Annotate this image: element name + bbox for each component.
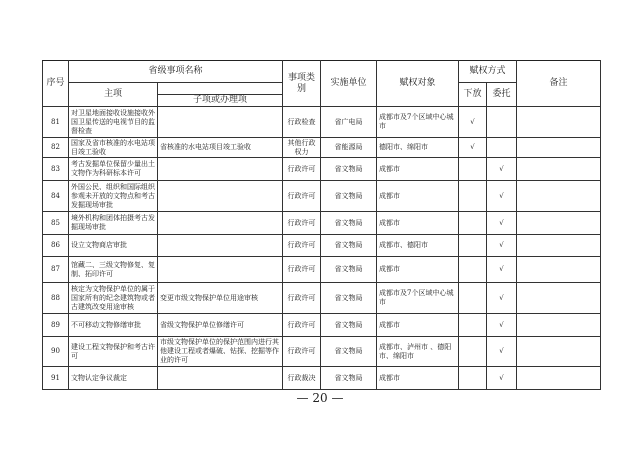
cell-main: 国家及省市核准的水电站项目竣工验收 xyxy=(69,138,158,158)
cell-main: 考古发掘单位保留少量出土文物作为科研标本许可 xyxy=(69,158,158,181)
cell-entrust: √ xyxy=(487,257,517,283)
table-row xyxy=(43,181,601,212)
cell-target: 成都市及7个区域中心城市 xyxy=(377,283,459,314)
cell-sub xyxy=(158,107,283,138)
cell-remark xyxy=(517,158,601,181)
cell-target: 成都市及7个区域中心城市 xyxy=(377,107,459,138)
cell-sub xyxy=(158,158,283,181)
cell-remark xyxy=(517,107,601,138)
cell-sub xyxy=(158,257,283,283)
cell-category: 行政许可 xyxy=(283,257,321,283)
table-row xyxy=(43,107,601,138)
cell-target: 德阳市、绵阳市 xyxy=(377,138,459,158)
header-target: 赋权对象 xyxy=(377,61,459,107)
cell-main: 设立文物商店审批 xyxy=(69,235,158,257)
cell-seq: 81 xyxy=(43,107,69,138)
cell-delegate-down xyxy=(459,158,487,181)
header-main-item: 主项 xyxy=(69,83,158,107)
header-entrust: 委托 xyxy=(487,83,517,107)
cell-remark xyxy=(517,257,601,283)
cell-category: 行政许可 xyxy=(283,181,321,212)
page-number: — 20 — xyxy=(296,391,344,405)
table-row xyxy=(43,158,601,181)
cell-target: 成都市 xyxy=(377,181,459,212)
cell-unit: 省文物局 xyxy=(321,367,377,390)
cell-entrust: √ xyxy=(487,158,517,181)
cell-seq: 89 xyxy=(43,314,69,337)
cell-delegate-down: √ xyxy=(459,107,487,138)
cell-unit: 省文物局 xyxy=(321,257,377,283)
cell-target: 成都市 xyxy=(377,257,459,283)
cell-entrust: √ xyxy=(487,367,517,390)
cell-unit: 省能源局 xyxy=(321,138,377,158)
header-sub-spacer xyxy=(158,83,283,95)
cell-sub xyxy=(158,367,283,390)
table-row xyxy=(43,138,601,158)
cell-entrust xyxy=(487,107,517,138)
cell-entrust xyxy=(487,138,517,158)
cell-target: 成都市、泸州市 、德阳市、绵阳市 xyxy=(377,337,459,367)
cell-main: 外国公民、组织和国际组织参观未开放的文物点和考古发掘现场审批 xyxy=(69,181,158,212)
cell-category: 行政许可 xyxy=(283,314,321,337)
cell-delegate-down xyxy=(459,337,487,367)
cell-remark xyxy=(517,212,601,235)
cell-target: 成都市 xyxy=(377,314,459,337)
empowerment-table xyxy=(42,60,601,390)
cell-category: 行政裁决 xyxy=(283,367,321,390)
cell-delegate-down xyxy=(459,283,487,314)
header-method-group: 赋权方式 xyxy=(459,61,517,83)
cell-sub: 市级文物保护单位的保护范围内进行其他建设工程或者爆破、钻探、挖掘等作业的许可 xyxy=(158,337,283,367)
header-category: 事项类别 xyxy=(283,61,321,107)
header-seq: 序号 xyxy=(43,61,69,107)
cell-unit: 省文物局 xyxy=(321,158,377,181)
cell-delegate-down xyxy=(459,314,487,337)
cell-seq: 91 xyxy=(43,367,69,390)
cell-seq: 83 xyxy=(43,158,69,181)
cell-delegate-down xyxy=(459,367,487,390)
cell-target: 成都市、德阳市 xyxy=(377,235,459,257)
cell-delegate-down xyxy=(459,257,487,283)
cell-sub xyxy=(158,181,283,212)
cell-remark xyxy=(517,314,601,337)
cell-main: 馆藏二、三级文物修复、复制、拓印许可 xyxy=(69,257,158,283)
cell-target: 成都市 xyxy=(377,367,459,390)
cell-remark xyxy=(517,235,601,257)
cell-main: 境外机构和团体拍摄考古发掘现场审批 xyxy=(69,212,158,235)
cell-sub: 省级文物保护单位修缮许可 xyxy=(158,314,283,337)
cell-category: 行政检查 xyxy=(283,107,321,138)
header-sub-item: 子项或办理项 xyxy=(158,95,283,107)
cell-sub: 省核准的水电站项目竣工验收 xyxy=(158,138,283,158)
table-row xyxy=(43,212,601,235)
cell-remark xyxy=(517,138,601,158)
cell-remark xyxy=(517,367,601,390)
cell-remark xyxy=(517,181,601,212)
cell-sub xyxy=(158,235,283,257)
cell-unit: 省文物局 xyxy=(321,181,377,212)
cell-remark xyxy=(517,283,601,314)
cell-remark xyxy=(517,337,601,367)
cell-seq: 85 xyxy=(43,212,69,235)
table-row xyxy=(43,283,601,314)
cell-entrust: √ xyxy=(487,212,517,235)
cell-category: 行政许可 xyxy=(283,337,321,367)
cell-unit: 省文物局 xyxy=(321,337,377,367)
cell-main: 不可移动文物修缮审批 xyxy=(69,314,158,337)
header-delegate-down: 下放 xyxy=(459,83,487,107)
table-row xyxy=(43,235,601,257)
cell-main: 建设工程文物保护和考古许可 xyxy=(69,337,158,367)
cell-main: 对卫星地面接收设施接收外国卫星传送的电视节目的监督检查 xyxy=(69,107,158,138)
cell-sub xyxy=(158,212,283,235)
cell-target: 成都市 xyxy=(377,212,459,235)
cell-sub: 变更市级文物保护单位用途审核 xyxy=(158,283,283,314)
cell-seq: 88 xyxy=(43,283,69,314)
cell-seq: 82 xyxy=(43,138,69,158)
cell-category: 行政许可 xyxy=(283,212,321,235)
table-row xyxy=(43,337,601,367)
cell-delegate-down xyxy=(459,235,487,257)
cell-entrust: √ xyxy=(487,181,517,212)
cell-target: 成都市 xyxy=(377,158,459,181)
cell-entrust: √ xyxy=(487,314,517,337)
cell-category: 行政许可 xyxy=(283,235,321,257)
cell-seq: 90 xyxy=(43,337,69,367)
cell-entrust: √ xyxy=(487,235,517,257)
header-item-name-group: 省级事项名称 xyxy=(69,61,283,83)
cell-unit: 省文物局 xyxy=(321,283,377,314)
table-row xyxy=(43,257,601,283)
cell-category: 其他行政权力 xyxy=(283,138,321,158)
cell-main: 核定为文物保护单位的属于国家所有的纪念建筑物或者古建筑改变用途审核 xyxy=(69,283,158,314)
table-row xyxy=(43,367,601,390)
header-unit: 实施单位 xyxy=(321,61,377,107)
cell-unit: 省广电局 xyxy=(321,107,377,138)
cell-unit: 省文物局 xyxy=(321,235,377,257)
cell-unit: 省文物局 xyxy=(321,314,377,337)
cell-seq: 86 xyxy=(43,235,69,257)
cell-entrust: √ xyxy=(487,283,517,314)
cell-seq: 84 xyxy=(43,181,69,212)
cell-category: 行政许可 xyxy=(283,283,321,314)
cell-category: 行政许可 xyxy=(283,158,321,181)
header-remark: 备注 xyxy=(517,61,601,107)
cell-unit: 省文物局 xyxy=(321,212,377,235)
cell-main: 文物认定争议裁定 xyxy=(69,367,158,390)
cell-seq: 87 xyxy=(43,257,69,283)
cell-delegate-down: √ xyxy=(459,138,487,158)
cell-delegate-down xyxy=(459,181,487,212)
table-row xyxy=(43,314,601,337)
cell-delegate-down xyxy=(459,212,487,235)
cell-entrust: √ xyxy=(487,337,517,367)
